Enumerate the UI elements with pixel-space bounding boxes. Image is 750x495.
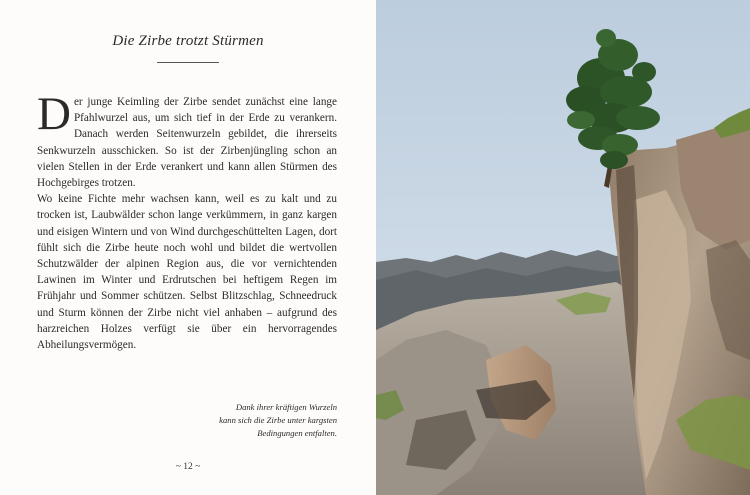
caption-line: Dank ihrer kräftigen Wurzeln [235, 402, 337, 412]
caption-line: Bedingungen entfalten. [257, 428, 337, 439]
photo-caption [137, 401, 337, 441]
paragraph-1 [37, 88, 337, 191]
page-number: ~ 12 ~ [175, 462, 201, 472]
title-divider [157, 62, 219, 63]
right-page [376, 0, 750, 495]
drop-cap: D [37, 88, 71, 140]
caption-line: kann sich die Zirbe unter kargsten [219, 415, 337, 426]
paragraph-2: Wo keine Fichte mehr wachsen kann, weil es zu kalt und zu trocken ist, Laubwälder schon lange verkümmern, in ganz kargen und eisigen Wintern und von Wind durchgeschüttelten Lagen, dort fühlt sich die Zirbe heute noch wohl und bildet die wertvollen Schutzwälder der alpinen Region aus, die vor vernichtenden Lawinen im Winter und Erdrutschen bei heftigem Regen im Frühjahr und Sommer schützen. Selbst Blitzschlag, Schneedruck und Sturm können der Zirbe nicht viel anhaben – aufgrund des harzreichen Holzes verfügt sie über ein hervorragendes Abheilungsvermögen. [37, 193, 337, 352]
body-text [37, 88, 337, 353]
photo-pine-on-cliff [376, 0, 750, 495]
paragraph-1-text: er junge Keimling der Zirbe sendet zunächst eine lange Pfahlwurzel aus, um sich tief in der Erde zu verankern. Danach werden Seitenwurzeln gebildet, die ihrerseits Senkwurzeln ausschicken. So ist der Zirbenjüngling schon an vielen Stellen in der Erde verankert und kann allen Stürmen des Hochgebirges trotzen. [37, 96, 337, 190]
chapter-title: Die Zirbe trotzt Stürmen [112, 33, 264, 49]
